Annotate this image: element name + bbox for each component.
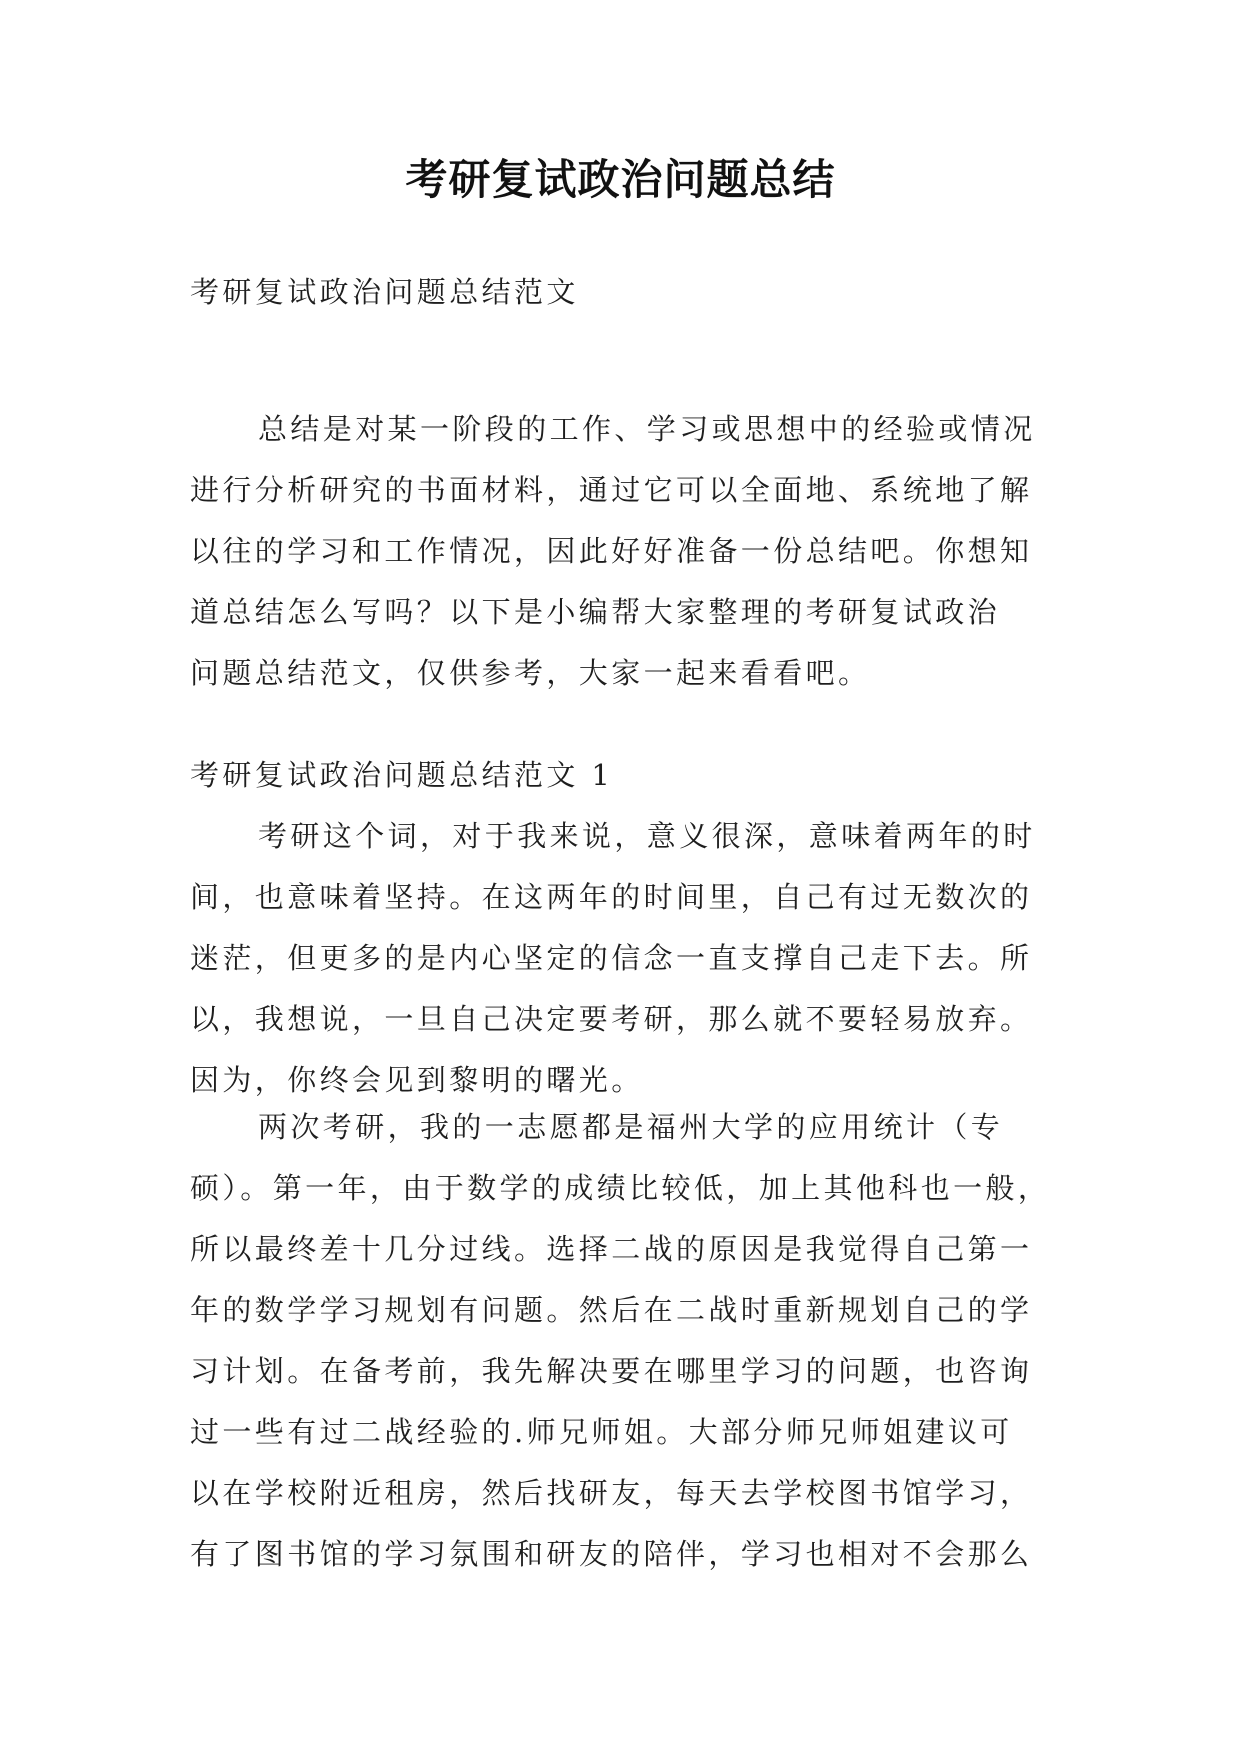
paragraph-line: 因为，你终会见到黎明的曙光。 <box>190 1063 644 1097</box>
document-title: 考研复试政治问题总结 <box>405 155 836 204</box>
paragraph-line: 有了图书馆的学习氛围和研友的陪伴，学习也相对不会那么 <box>190 1537 1033 1571</box>
paragraph-line: 以，我想说，一旦自己决定要考研，那么就不要轻易放弃。 <box>190 1002 1033 1036</box>
intro-line: 以往的学习和工作情况，因此好好准备一份总结吧。你想知 <box>190 534 1033 568</box>
body-paragraph-2 <box>190 1097 1058 1585</box>
intro-line: 总结是对某一阶段的工作、学习或思想中的经验或情况 <box>258 412 1036 446</box>
paragraph-line: 习计划。在备考前，我先解决要在哪里学习的问题，也咨询 <box>190 1354 1033 1388</box>
paragraph-line: 两次考研，我的一志愿都是福州大学的应用统计（专 <box>258 1110 1004 1144</box>
section-heading: 考研复试政治问题总结范文 1 <box>190 758 614 792</box>
paragraph-line: 硕）。第一年，由于数学的成绩比较低，加上其他科也一般， <box>190 1171 1051 1205</box>
paragraph-line: 迷茫，但更多的是内心坚定的信念一直支撑自己走下去。所 <box>190 941 1033 975</box>
intro-line: 道总结怎么写吗？以下是小编帮大家整理的考研复试政治 <box>190 595 1001 629</box>
paragraph-line: 间，也意味着坚持。在这两年的时间里，自己有过无数次的 <box>190 880 1033 914</box>
intro-line: 进行分析研究的书面材料，通过它可以全面地、系统地了解 <box>190 473 1033 507</box>
paragraph-line: 年的数学学习规划有问题。然后在二战时重新规划自己的学 <box>190 1293 1033 1327</box>
paragraph-line: 过一些有过二战经验的.师兄师姐。大部分师兄师姐建议可 <box>190 1415 1013 1449</box>
paragraph-line: 所以最终差十几分过线。选择二战的原因是我觉得自己第一 <box>190 1232 1033 1266</box>
intro-paragraph <box>190 399 1058 704</box>
document-subtitle: 考研复试政治问题总结范文 <box>190 275 579 309</box>
paragraph-line: 考研这个词，对于我来说，意义很深，意味着两年的时 <box>258 819 1036 853</box>
intro-line: 问题总结范文，仅供参考，大家一起来看看吧。 <box>190 656 871 690</box>
paragraph-line: 以在学校附近租房，然后找研友，每天去学校图书馆学习， <box>190 1476 1033 1510</box>
body-paragraph-1 <box>190 806 1058 1111</box>
